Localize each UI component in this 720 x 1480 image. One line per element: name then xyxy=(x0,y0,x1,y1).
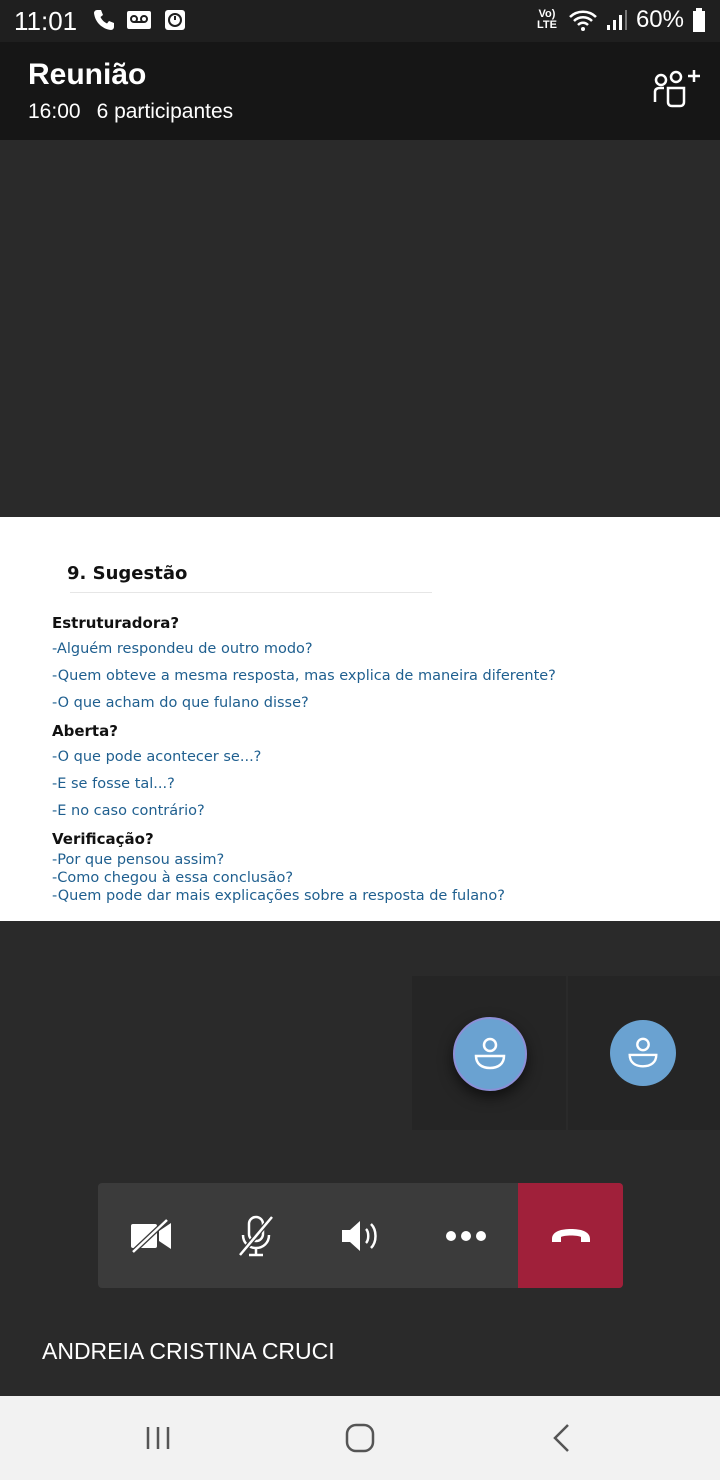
status-bar xyxy=(0,0,720,42)
wifi-icon xyxy=(568,8,598,32)
hang-up-button[interactable] xyxy=(518,1183,623,1288)
camera-off-button[interactable] xyxy=(98,1183,203,1288)
slide-question-line: -E se fosse tal...? xyxy=(52,776,175,792)
slide-divider xyxy=(70,592,432,593)
meeting-info xyxy=(28,100,233,124)
slide-question-line: -Quem obteve a mesma resposta, mas explica de maneira diferente? xyxy=(52,668,556,684)
back-button[interactable] xyxy=(542,1418,582,1458)
slide-question-line: -Por que pensou assim? xyxy=(52,852,225,868)
meeting-title: Reunião xyxy=(28,58,147,91)
call-controls-bar xyxy=(98,1183,623,1288)
participant-tile[interactable] xyxy=(412,976,566,1130)
slide-question-line: -Quem pode dar mais explicações sobre a resposta de fulano? xyxy=(52,888,505,904)
slide-question-line: -O que pode acontecer se...? xyxy=(52,749,262,765)
slide-question-line: -Como chegou à essa conclusão? xyxy=(52,870,294,886)
active-speaker-name: ANDREIA CRISTINA CRUCI xyxy=(42,1338,335,1364)
battery-icon xyxy=(692,7,706,33)
shared-screen-slide xyxy=(0,517,720,921)
speaker-button[interactable] xyxy=(308,1183,413,1288)
hang-up-icon xyxy=(550,1227,592,1245)
battery-percentage: 60% xyxy=(635,6,684,33)
person-icon xyxy=(624,1034,662,1072)
mic-off-icon xyxy=(236,1215,276,1257)
status-notification-icons xyxy=(92,8,186,32)
android-navigation-bar xyxy=(0,1396,720,1480)
status-time: 11:01 xyxy=(14,6,78,36)
mute-button[interactable] xyxy=(203,1183,308,1288)
speaker-icon xyxy=(340,1218,382,1254)
more-options-button[interactable] xyxy=(413,1183,518,1288)
volte-indicator: Vo) LTE xyxy=(536,8,557,31)
person-icon xyxy=(470,1034,510,1074)
slide-section-label: Estruturadora? xyxy=(52,614,180,632)
participant-tile[interactable] xyxy=(568,976,720,1130)
avatar xyxy=(610,1020,676,1086)
status-system-icons xyxy=(534,6,706,34)
alarm-icon xyxy=(164,8,186,32)
phone-icon xyxy=(92,8,116,32)
recent-apps-icon xyxy=(143,1424,173,1452)
voicemail-icon xyxy=(126,8,154,32)
back-icon xyxy=(550,1422,574,1454)
participant-count: 6 participantes xyxy=(96,100,234,123)
add-people-icon[interactable] xyxy=(652,68,702,112)
more-icon xyxy=(445,1230,487,1242)
slide-question-line: -E no caso contrário? xyxy=(52,803,205,819)
slide-heading: 9. Sugestão xyxy=(67,563,188,584)
slide-question-line: -O que acham do que fulano disse? xyxy=(52,695,309,711)
recent-apps-button[interactable] xyxy=(138,1418,178,1458)
slide-section-label: Aberta? xyxy=(52,722,118,740)
avatar xyxy=(453,1017,527,1091)
meeting-time: 16:00 xyxy=(28,100,81,123)
signal-icon xyxy=(606,8,628,32)
slide-question-line: -Alguém respondeu de outro modo? xyxy=(52,641,313,657)
home-button[interactable] xyxy=(340,1418,380,1458)
home-icon xyxy=(344,1422,376,1454)
slide-section-label: Verificação? xyxy=(52,830,154,848)
camera-off-icon xyxy=(129,1218,173,1254)
meeting-header xyxy=(0,42,720,140)
